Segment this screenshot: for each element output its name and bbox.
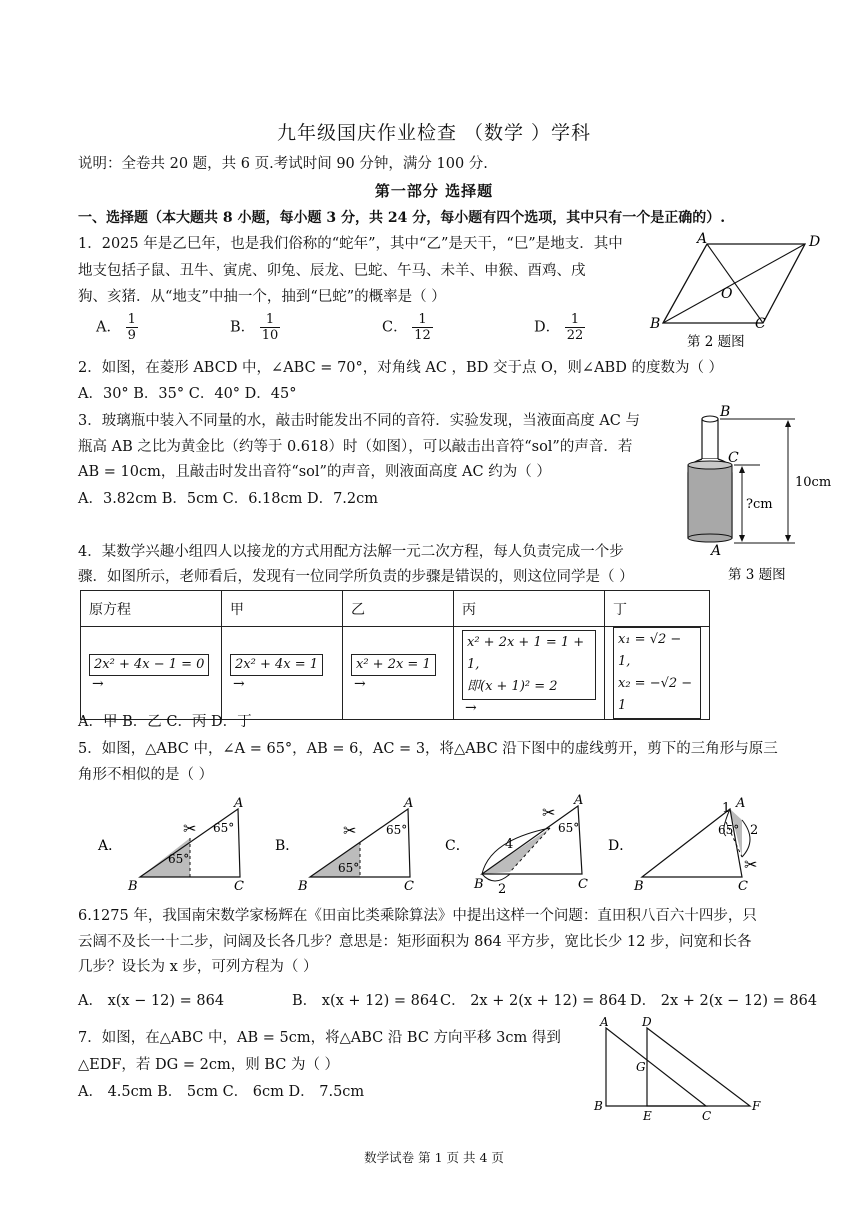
center-o-label: O: [721, 286, 733, 302]
svg-text:65°: 65°: [558, 821, 580, 835]
svg-text:65°: 65°: [386, 823, 408, 837]
bing-step: x² + 2x + 1 = 1 + 1, 即(x + 1)² = 2: [462, 630, 596, 700]
svg-text:B: B: [594, 1099, 603, 1113]
section-intro: 一、选择题（本大题共 8 小题，每小题 3 分，共 24 分，每小题有四个选项，其中只有一个是正确的）.: [78, 210, 726, 226]
q6-line1: 6.1275 年，我国南宋数学家杨辉在《田亩比类乘除算法》中提出这样一个问题：直田积八百六十四步，只: [78, 908, 757, 924]
arrow-icon: →: [233, 676, 245, 692]
scissors-icon: ✂: [542, 803, 556, 822]
q4-line1: 4．某数学兴趣小组四人以接龙的方式用配方法解一元二次方程，每人负责完成一个步: [78, 544, 624, 560]
cell-original: [81, 627, 222, 720]
q2-text: 2．如图，在菱形 ABCD 中，∠ABC = 70°，对角线 AC ，BD 交于点 O，则∠ABD 的度数为（ ）: [78, 360, 724, 376]
svg-text:F: F: [752, 1099, 761, 1113]
svg-text:C: C: [578, 877, 588, 892]
steps-header-row: [81, 591, 710, 627]
svg-text:A: A: [600, 1015, 609, 1029]
point-c-label: C: [728, 450, 739, 466]
vertex-a-label: A: [697, 231, 708, 247]
q6-line3: 几步？设长为 x 步，可列方程为（ ）: [78, 959, 318, 975]
svg-text:2: 2: [498, 882, 507, 897]
svg-text:4: 4: [505, 837, 514, 852]
q6-line2: 云阔不及长一十二步，问阔及长各几步？意思是：矩形面积为 864 平方步，宽比长少 12 步，问宽和长各: [78, 934, 752, 950]
q1-option-a[interactable]: A． $\frac{1}{9}$: [96, 312, 136, 343]
svg-text:B: B: [128, 879, 138, 894]
arrow-head-up-2: [739, 466, 745, 473]
triangles-figure: [90, 792, 780, 897]
q5-line2: 角形不相似的是（ ）: [78, 767, 214, 783]
original-equation: 2x² + 4x − 1 = 0: [89, 654, 209, 676]
q3-line2: 瓶高 AB 之比为黄金比（约等于 0.618）时（如图），可以敲击出音符“sol”的声音．若: [78, 439, 633, 455]
triangle-option-c[interactable]: [445, 793, 588, 897]
svg-text:D．: D．: [608, 838, 634, 854]
svg-text:65°: 65°: [718, 823, 740, 837]
q7-line2: △EDF，若 DG = 2cm，则 BC 为（ ）: [78, 1057, 340, 1073]
triangle-option-d[interactable]: [608, 796, 758, 894]
q6-option-b[interactable]: B． x(x + 12) = 864: [292, 993, 439, 1009]
triangle-option-a[interactable]: [97, 796, 244, 894]
vertex-d-label: D: [809, 234, 821, 250]
scissors-icon: ✂: [183, 819, 197, 838]
fig2-caption: 第 2 题图: [687, 334, 745, 350]
svg-text:1: 1: [722, 801, 731, 816]
triangle-option-b[interactable]: [275, 796, 414, 894]
cell-yi: [343, 627, 454, 720]
header-original: 原方程: [81, 591, 222, 627]
header-ding: 丁: [605, 591, 710, 627]
bottle-water: [688, 465, 732, 538]
bottle-figure: [680, 403, 860, 588]
arrow-head-up: [785, 420, 791, 427]
cell-ding: [605, 627, 710, 720]
q3-line1: 3．玻璃瓶中装入不同量的水，敲击时能发出不同的音符．实验发现，当液面高度 AC 与: [78, 413, 641, 429]
yi-step: x² + 2x = 1: [351, 654, 436, 676]
header-bing: 丙: [454, 591, 605, 627]
bottle-neck: [702, 419, 718, 459]
svg-text:B: B: [474, 877, 484, 892]
header-yi: 乙: [343, 591, 454, 627]
svg-text:A: A: [234, 796, 244, 811]
vertex-c-label: C: [755, 316, 766, 332]
svg-text:C: C: [738, 879, 748, 894]
arrow-icon: →: [354, 676, 366, 692]
svg-text:65°: 65°: [213, 821, 235, 835]
scissors-icon: ✂: [343, 821, 357, 840]
jia-step: 2x² + 4x = 1: [230, 654, 323, 676]
cell-jia: [222, 627, 343, 720]
water-surface: [688, 461, 732, 469]
water-height-label: ?cm: [746, 497, 773, 512]
svg-text:C: C: [702, 1109, 712, 1123]
translation-figure: [590, 1014, 770, 1124]
svg-text:A: A: [736, 796, 746, 811]
total-height-label: 10cm: [795, 475, 832, 490]
bottle-mouth: [702, 416, 718, 422]
svg-text:A: A: [574, 793, 584, 808]
vertex-b-label: B: [650, 316, 661, 332]
arrow-icon: →: [92, 676, 104, 692]
svg-text:E: E: [643, 1109, 652, 1123]
q5-line1: 5．如图，△ABC 中，∠A = 65°，AB = 6，AC = 3，将△ABC 沿下图中的虚线剪开，剪下的三角形与原三: [78, 741, 778, 757]
svg-text:D: D: [642, 1015, 652, 1029]
q7-options[interactable]: A． 4.5cm B． 5cm C． 6cm D． 7.5cm: [78, 1084, 365, 1100]
page-footer: 数学试卷 第 1 页 共 4 页: [364, 1150, 504, 1165]
svg-text:G: G: [636, 1060, 646, 1074]
q1-option-d[interactable]: D． $\frac{1}{22}$: [534, 312, 584, 343]
header-jia: 甲: [222, 591, 343, 627]
svg-text:2: 2: [750, 823, 759, 838]
cell-bing: [454, 627, 605, 720]
page-title: 九年级国庆作业检查 （数学 ）学科: [276, 122, 592, 144]
svg-text:C: C: [404, 879, 414, 894]
q4-options[interactable]: A．甲 B．乙 C．丙 D．丁: [78, 714, 252, 730]
ding-step: x₁ = √2 − 1, x₂ = −√2 − 1: [613, 627, 701, 719]
q1-line3: 狗、亥猪．从“地支”中抽一个，抽到“巳蛇”的概率是（ ）: [78, 289, 446, 305]
svg-text:A．: A．: [98, 838, 123, 854]
triangle-def: [647, 1028, 750, 1106]
q3-options[interactable]: A．3.82cm B．5cm C．6.18cm D．7.2cm: [78, 491, 379, 507]
rhombus-figure: [645, 228, 845, 353]
arrow-head-down: [785, 535, 791, 542]
svg-text:C．: C．: [445, 838, 470, 854]
q1-line1: 1．2025 年是乙巳年，也是我们俗称的“蛇年”，其中“乙”是天干，“巳”是地支．其中: [78, 236, 623, 252]
triangle-abc: [606, 1028, 706, 1106]
svg-text:65°: 65°: [168, 852, 190, 866]
q2-options[interactable]: A．30° B．35° C．40° D．45°: [78, 386, 297, 402]
fig3-caption: 第 3 题图: [728, 567, 786, 583]
q7-line1: 7．如图，在△ABC 中，AB = 5cm，将△ABC 沿 BC 方向平移 3cm 得到: [78, 1030, 561, 1046]
svg-text:B: B: [634, 879, 644, 894]
svg-text:B．: B．: [275, 838, 300, 854]
arrow-head-down-2: [739, 535, 745, 542]
q1-option-c[interactable]: C． $\frac{1}{12}$: [382, 312, 431, 343]
q6-option-a[interactable]: A． x(x − 12) = 864: [78, 993, 225, 1009]
exam-note: 说明：全卷共 20 题，共 6 页.考试时间 90 分钟，满分 100 分.: [78, 156, 488, 172]
q4-line2: 骤．如图所示，老师看后，发现有一位同学所负责的步骤是错误的，则这位同学是（ ）: [78, 569, 634, 585]
svg-text:A: A: [404, 796, 414, 811]
bottle-base: [688, 534, 732, 542]
steps-table: [80, 590, 710, 720]
q3-line3: AB = 10cm，且敲击时发出音符“sol”的声音，则液面高度 AC 约为（ ）: [78, 464, 551, 480]
svg-text:B: B: [298, 879, 308, 894]
arrow-icon: →: [465, 700, 477, 716]
q6-option-d[interactable]: D． 2x + 2(x − 12) = 864: [630, 993, 818, 1009]
section-heading: 第一部分 选择题: [374, 182, 494, 200]
q6-option-c[interactable]: C． 2x + 2(x + 12) = 864: [440, 993, 627, 1009]
point-a-label: A: [711, 543, 722, 559]
q1-line2: 地支包括子鼠、丑牛、寅虎、卯兔、辰龙、巳蛇、午马、未羊、申猴、酉鸡、戌: [78, 263, 586, 279]
svg-text:C: C: [234, 879, 244, 894]
steps-body-row: [81, 627, 710, 720]
point-b-label: B: [720, 404, 731, 420]
q1-option-b[interactable]: B． $\frac{1}{10}$: [230, 312, 279, 343]
svg-text:65°: 65°: [338, 861, 360, 875]
scissors-icon: ✂: [744, 855, 758, 874]
